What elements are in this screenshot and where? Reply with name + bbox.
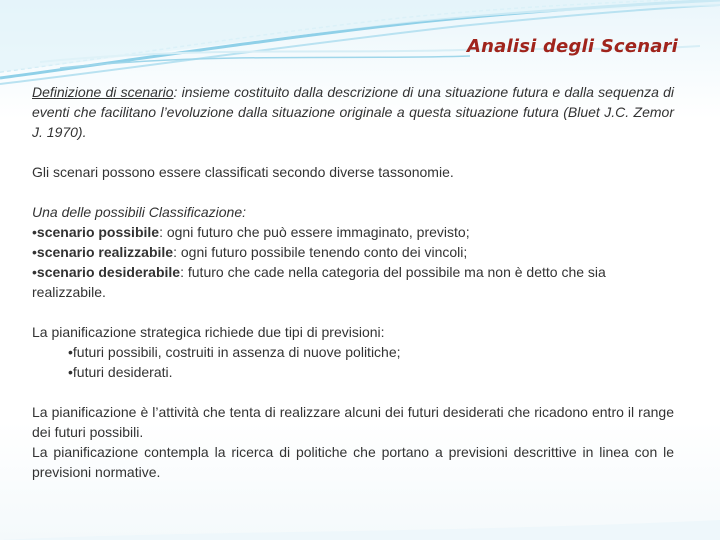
classification-term: scenario possibile <box>36 224 160 240</box>
planning-heading: La pianificazione strategica richiede due tipi di previsioni: <box>32 324 385 340</box>
definition-separator: : <box>173 84 178 100</box>
classification-text: : ogni futuro possibile tenendo conto dei vincoli; <box>173 244 468 260</box>
classification-intro: Gli scenari possono essere classificati secondo diverse tassonomie. <box>32 164 454 180</box>
slide-title: Analisi degli Scenari <box>466 36 678 57</box>
footer-wave-decoration <box>0 500 720 540</box>
definition-paragraph <box>32 82 674 142</box>
definition-term: Definizione di scenario <box>32 84 174 100</box>
classification-text: : ogni futuro che può essere immaginato, previsto; <box>159 224 470 240</box>
classification-item-possibile <box>32 222 674 242</box>
planning-block <box>32 322 674 382</box>
slide-body <box>32 82 674 482</box>
closing-line-1: La pianificazione è l’attività che tenta di realizzare alcuni dei futuri desiderati che ricadono entro il range dei futuri possibili. <box>32 404 674 440</box>
closing-line-2: La pianificazione contempla la ricerca di politiche che portano a previsioni descrittive in linea con le previsioni normative. <box>32 444 674 480</box>
planning-item: •futuri possibili, costruiti in assenza di nuove politiche; <box>68 344 401 360</box>
classification-block <box>32 202 674 302</box>
classification-term: scenario desiderabile <box>36 264 181 280</box>
planning-item: •futuri desiderati. <box>68 364 173 380</box>
bullet: • <box>32 244 37 260</box>
closing-block <box>32 402 674 482</box>
classification-text: : futuro che cade nella categoria del possibile ma non è detto che sia realizzabile. <box>32 264 606 300</box>
bullet: • <box>32 264 37 280</box>
definition-text: insieme costituito dalla descrizione di una situazione futura e dalla sequenza di eventi che facilitano l’evoluzione dalla situazione originale a questa situazione futura (Bluet J.C. Zemor J. 1970). <box>32 84 674 140</box>
classification-heading: Una delle possibili Classificazione: <box>32 204 246 220</box>
classification-item-realizzabile <box>32 242 674 262</box>
classification-item-desiderabile <box>32 262 674 302</box>
bullet: • <box>32 224 37 240</box>
classification-term: scenario realizzabile <box>36 244 174 260</box>
